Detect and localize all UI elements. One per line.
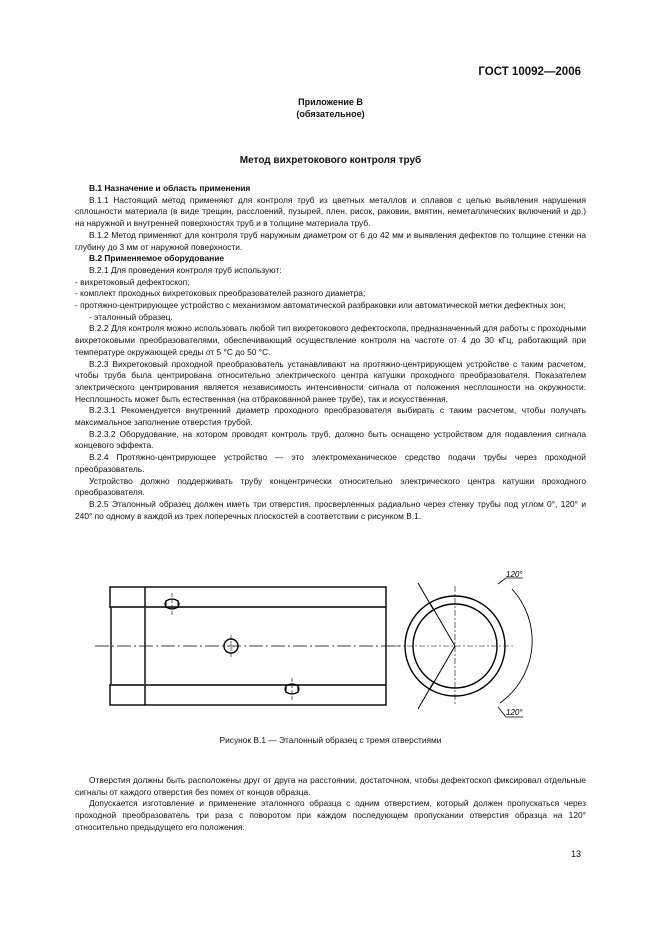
annex-status: (обязательное): [296, 109, 365, 119]
angle-label-top: 120°: [506, 570, 523, 579]
list-item: - эталонный образец.: [89, 311, 173, 322]
paragraph: В.2.3 Вихретоковый проходной преобразователь устанавливают на протяжно-центрирующем устройстве с таким расчетом, чтобы труба была центрирована относительно электрического центра катушки проходного преобразователя. Показателем электрического центрирования является независимость интенсивности сигнала от положения несплошности на окружности. Несплошность может быть естественная (на отбракованной ранее трубе), так и искусственная.: [75, 358, 586, 404]
paragraph: В.2.2 Для контроля можно использовать любой тип вихретокового дефектоскопа, предназначенный для работы с проходными вихретоковыми преобразователями, обеспечивающий осуществление контроля на частоте от 4 до 30 кГц, работающий при температуре окружающей среды от 5 °С до 50 °С.: [75, 323, 586, 357]
reference-sample-figure: [95, 570, 535, 725]
annex-title: Приложение В: [298, 97, 363, 107]
document-title: Метод вихретокового контроля труб: [239, 155, 422, 166]
paragraph: В.1.2 Метод применяют для контроля труб наружным диаметром от 6 до 42 мм и выявления дефектов по толщине стенки на глубину до 3 мм от наружной поверхности.: [75, 229, 586, 252]
body-text: [75, 183, 586, 522]
page-number: 13: [570, 849, 581, 859]
paragraph: В.1.1 Настоящий метод применяют для контроля труб из цветных металлов и сплавов с целью выявления нарушения сплошности материала (в виде трещин, расслоений, пузырей, плен, рисок, раковин, вмятин, неметаллических включений и др.) на наружной и внутренней поверхностях труб и в толщине материала труб.: [75, 194, 586, 229]
standard-number: ГОСТ 10092—2006: [478, 66, 581, 78]
figure-caption: Рисунок В.1 — Эталонный образец с тремя отверстиями: [219, 735, 442, 745]
closing-text: [75, 775, 586, 834]
paragraph: В.2.3.2 Оборудование, на котором проводят контроль труб, должно быть оснащено устройством для подавления сигнала концевого эффекта.: [75, 428, 586, 451]
list-item: - вихретоковый дефектоскоп;: [75, 276, 190, 287]
pipe-side-view: [95, 587, 400, 705]
paragraph: В.2.4 Протяжно-центрирующее устройство — это электромеханическое средство подачи трубы через проходной преобразователь.: [75, 452, 586, 474]
section-heading: В.1 Назначение и область применения: [89, 183, 251, 193]
paragraph: Устройство должно поддерживать трубу концентрически относительно электрического центра катушки проходного преобразователя.: [75, 475, 586, 498]
list-item: - протяжно-центрирующее устройство с механизмом автоматической разбраковки или автоматической метки дефектных зон;: [75, 300, 566, 311]
pipe-cross-section: [395, 578, 532, 717]
paragraph: В.2.1 Для проведения контроля труб используют:: [89, 264, 282, 275]
list-item: - комплект проходных вихретоковых преобразователей разного диаметра;: [75, 288, 366, 299]
section-heading: В.2 Применяемое оборудование: [89, 253, 225, 264]
paragraph: В.2.5 Эталонный образец должен иметь три отверстия, просверленных радиально через стенку трубы под углом 0°, 120° и 240° по одному в каждой из трех поперечных плоскостей в соответствии с рисунком В.1.: [75, 498, 586, 521]
paragraph: В.2.3.1 Рекомендуется внутренний диаметр проходного преобразователя выбирать с таким расчетом, чтобы получать максимальное заполнение отверстия трубой.: [75, 405, 586, 428]
paragraph: Отверстия должны быть расположены друг от друга на расстоянии, достаточном, чтобы дефектоскоп фиксировал отдельные сигналы от каждого отверстия без помех от концов образца.: [75, 775, 586, 797]
angle-label-bottom: 120°: [506, 708, 523, 717]
paragraph: Допускается изготовление и применение эталонного образца с одним отверстием, который должен пропускаться через проходной преобразователь три раза с поворотом при каждом последующем пропускании отверстия образца на 120° относительно предыдущего его положения.: [75, 798, 586, 832]
